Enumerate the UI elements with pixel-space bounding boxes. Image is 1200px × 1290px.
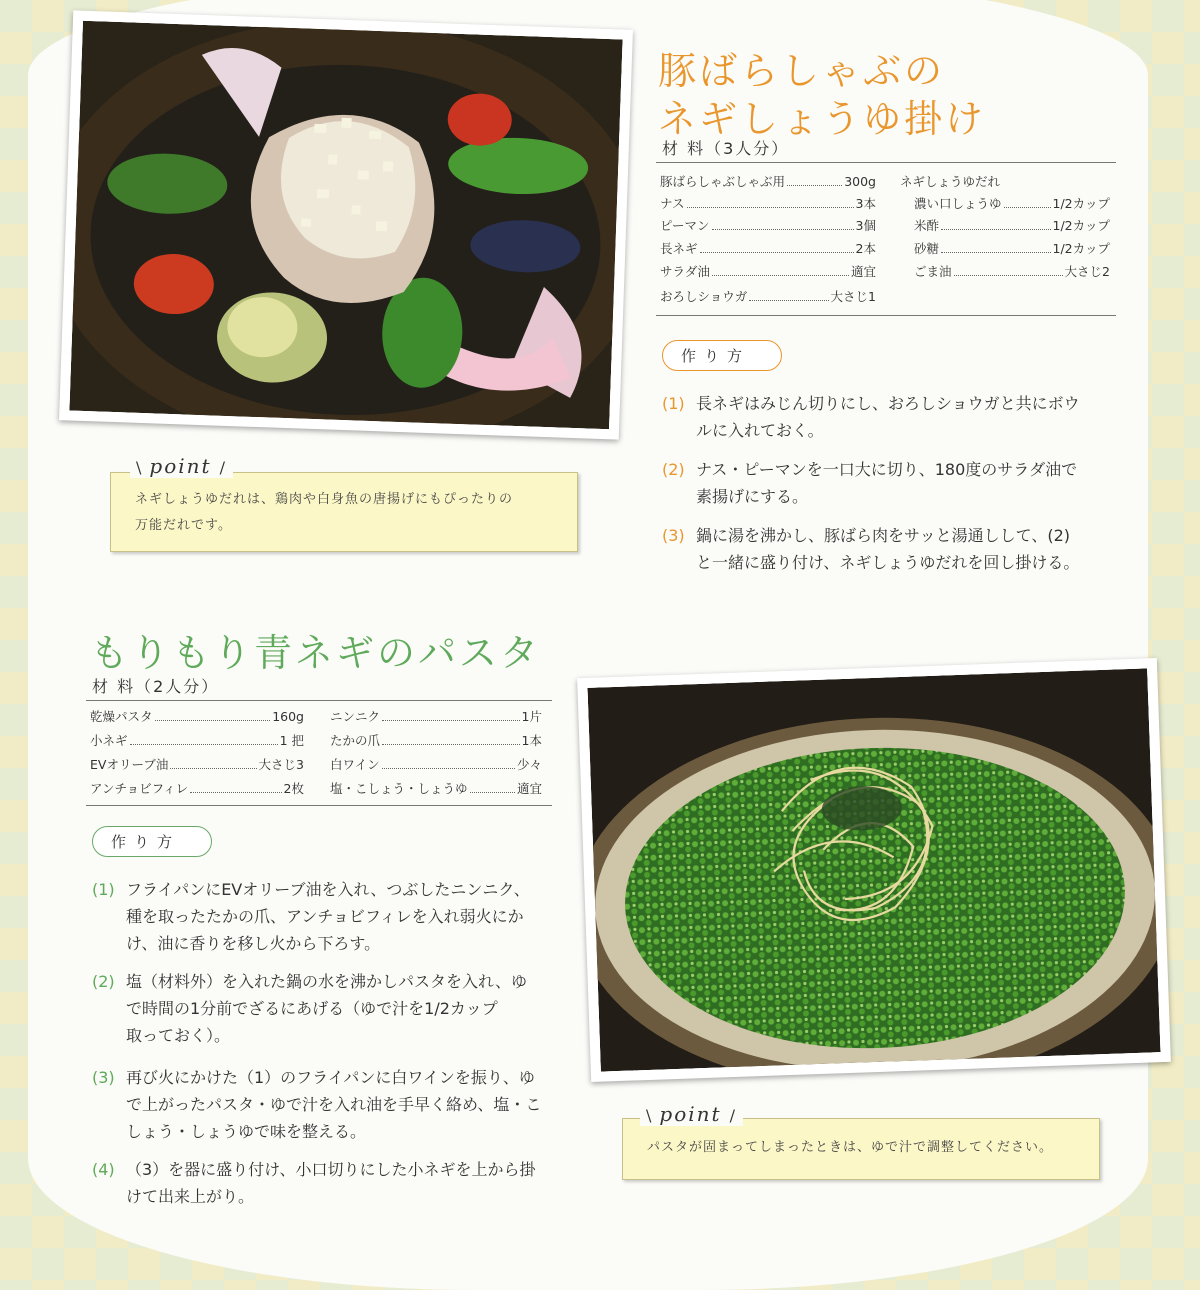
step-text-line: 素揚げにする。	[696, 487, 809, 506]
ingredient-name: 小ネギ	[90, 733, 128, 748]
ingredient-row	[914, 196, 1110, 212]
ingredient-qty: 適宜	[516, 781, 542, 796]
ingredient-row	[660, 289, 876, 305]
pasta-image	[587, 668, 1160, 1071]
ingredient-qty: 1片	[521, 709, 542, 724]
ingredient-name: EVオリーブ油	[90, 757, 169, 772]
step-text-line: と一緒に盛り付け、ネギしょうゆだれを回し掛ける。	[696, 553, 1080, 572]
recipe1-title	[658, 47, 986, 143]
ingredient-qty: 少々	[516, 757, 542, 772]
dot-leader	[941, 229, 1050, 230]
step-text-line: ルに入れておく。	[696, 421, 824, 440]
recipe1-point-box	[110, 472, 578, 552]
ingredient-qty: 1/2カップ	[1052, 196, 1110, 211]
point-text: パスタが固まってしまったときは、ゆで汁で調整してください。	[647, 1140, 1054, 1155]
ingredient-qty: 1/2カップ	[1052, 218, 1110, 233]
dot-leader	[382, 768, 515, 769]
dot-leader	[712, 275, 849, 276]
ingredient-name: たかの爪	[330, 733, 381, 748]
dot-leader	[470, 792, 515, 793]
ingredient-row	[330, 733, 542, 749]
step-text-line: ナス・ピーマンを一口大に切り、180度のサラダ油で	[696, 460, 1078, 479]
step-number: (2)	[92, 972, 115, 991]
ingredient-row	[914, 264, 1110, 280]
dot-leader	[1004, 207, 1051, 208]
step-number: (2)	[662, 460, 685, 479]
step-item	[92, 968, 582, 1049]
ingredient-qty: 大さじ1	[830, 289, 876, 304]
ingredient-name: ピーマン	[660, 218, 710, 233]
ingredient-name: ごま油	[914, 264, 952, 279]
dot-leader	[712, 229, 854, 230]
ingredient-qty: 1 把	[279, 733, 304, 748]
step-text-line: 種を取ったたかの爪、アンチョビフィレを入れ弱火にか	[126, 907, 524, 926]
ingredient-qty: 2枚	[283, 781, 304, 796]
ingredient-name: 乾燥パスタ	[90, 709, 153, 724]
ingredient-name: アンチョビフィレ	[90, 781, 189, 796]
dot-leader	[130, 744, 278, 745]
step-text-line: （3）を器に盛り付け、小口切りにした小ネギを上から掛	[126, 1160, 536, 1179]
step-text-line: 塩（材料外）を入れた鍋の水を沸かしパスタを入れ、ゆ	[126, 972, 527, 991]
step-item	[92, 876, 582, 957]
pasta-photo	[577, 658, 1171, 1082]
ingredient-row	[660, 241, 876, 257]
step-item	[92, 1156, 582, 1210]
ingredient-row	[330, 709, 542, 725]
step-text-line: フライパンにEVオリーブ油を入れ、つぶしたニンニク、	[126, 880, 530, 899]
dot-leader	[382, 720, 520, 721]
ingredient-qty: 1本	[521, 733, 542, 748]
recipe2-point-box	[622, 1118, 1100, 1180]
recipe1-howto-label: 作り方	[662, 340, 782, 371]
ingredient-row	[660, 218, 876, 234]
recipe2-howto-label: 作り方	[92, 826, 212, 857]
ingredient-name: 濃い口しょうゆ	[914, 196, 1002, 211]
ingredient-row	[914, 241, 1110, 257]
dot-leader	[787, 185, 842, 186]
step-number: (4)	[92, 1160, 115, 1179]
ingredient-name: ナス	[660, 196, 685, 211]
step-number: (1)	[662, 394, 685, 413]
ingredient-row	[660, 196, 876, 212]
ingredient-qty: 3本	[855, 196, 876, 211]
dot-leader	[941, 252, 1050, 253]
step-text-line: で時間の1分前でざるにあげる（ゆで汁を1/2カップ	[126, 999, 498, 1018]
step-text-line: で上がったパスタ・ゆで汁を入れ油を手早く絡め、塩・こ	[126, 1095, 542, 1114]
ingredient-qty: 3個	[855, 218, 876, 233]
recipe1-title-line1: 豚ばらしゃぶの	[658, 49, 946, 94]
step-item	[92, 1064, 582, 1145]
ingredient-row	[914, 218, 1110, 234]
dot-leader	[749, 300, 828, 301]
sauce-heading: ネギしょうゆだれ	[900, 174, 1001, 189]
point-text-line: ネギしょうゆだれは、鶏肉や白身魚の唐揚げにもぴったりの	[135, 492, 514, 507]
ingredient-qty: 300g	[844, 174, 876, 189]
step-text-line: 再び火にかけた（1）のフライパンに白ワインを振り、ゆ	[126, 1068, 535, 1087]
step-text-line: 長ネギはみじん切りにし、おろしショウガと共にボウ	[696, 394, 1080, 413]
ingredient-qty: 1/2カップ	[1052, 241, 1110, 256]
recipe1-point-label: \ point /	[130, 454, 233, 478]
dot-leader	[170, 768, 256, 769]
ingredient-name: ニンニク	[330, 709, 381, 724]
ingredient-name: サラダ油	[660, 264, 710, 279]
step-text-line: 取っておく）。	[126, 1026, 231, 1045]
dot-leader	[687, 207, 854, 208]
ingredient-name: 白ワイン	[330, 757, 380, 772]
ingredient-row	[90, 709, 304, 725]
ingredient-name: おろしショウガ	[660, 289, 748, 304]
step-item	[662, 390, 1142, 444]
ingredient-qty: 大さじ3	[258, 757, 304, 772]
dot-leader	[190, 792, 281, 793]
ingredient-row	[330, 781, 542, 797]
ingredient-qty: 大さじ2	[1064, 264, 1110, 279]
recipe1-title-line2: ネギしょうゆ掛け	[658, 97, 987, 142]
step-text-line: け、油に香りを移し火から下ろす。	[126, 934, 381, 953]
ingredient-qty: 2本	[855, 241, 876, 256]
ingredient-name: 米酢	[914, 218, 940, 233]
ingredient-row	[660, 264, 876, 280]
dot-leader	[954, 275, 1063, 276]
ingredient-qty: 適宜	[850, 264, 876, 279]
dot-leader	[700, 252, 854, 253]
step-number: (1)	[92, 880, 115, 899]
ingredient-row	[330, 757, 542, 773]
step-number: (3)	[662, 526, 685, 545]
ingredient-name: 豚ばらしゃぶしゃぶ用	[660, 174, 786, 189]
ingredient-row	[90, 781, 304, 797]
dot-leader	[382, 744, 520, 745]
ingredient-name: 長ネギ	[660, 241, 698, 256]
step-number: (3)	[92, 1068, 115, 1087]
ingredient-row	[90, 733, 304, 749]
ingredient-row	[90, 757, 304, 773]
step-text-line: しょう・しょうゆで味を整える。	[126, 1122, 367, 1141]
recipe2-point-label: \ point /	[640, 1102, 743, 1126]
step-item	[662, 522, 1142, 576]
recipe2-materials-heading: 材 料（2人分）	[92, 677, 220, 696]
ingredient-row	[660, 174, 876, 190]
ingredient-name: 塩・こしょう・しょうゆ	[330, 781, 468, 796]
ingredient-qty: 160g	[272, 709, 304, 724]
recipe1-materials-heading: 材 料（3人分）	[662, 139, 790, 158]
recipe2-title: もりもり青ネギのパスタ	[90, 631, 542, 676]
pork-dish-photo	[59, 10, 633, 439]
recipe1-ingredients-table	[656, 162, 1116, 316]
pork-dish-image	[69, 21, 622, 430]
point-text-line: 万能だれです。	[135, 518, 232, 533]
ingredient-name: 砂糖	[914, 241, 940, 256]
step-text-line: 鍋に湯を沸かし、豚ばら肉をサッと湯通しして、(2)	[696, 526, 1071, 545]
dot-leader	[155, 720, 271, 721]
step-item	[662, 456, 1142, 510]
step-text-line: けて出来上がり。	[126, 1187, 255, 1206]
recipe2-ingredients-table	[86, 700, 552, 806]
